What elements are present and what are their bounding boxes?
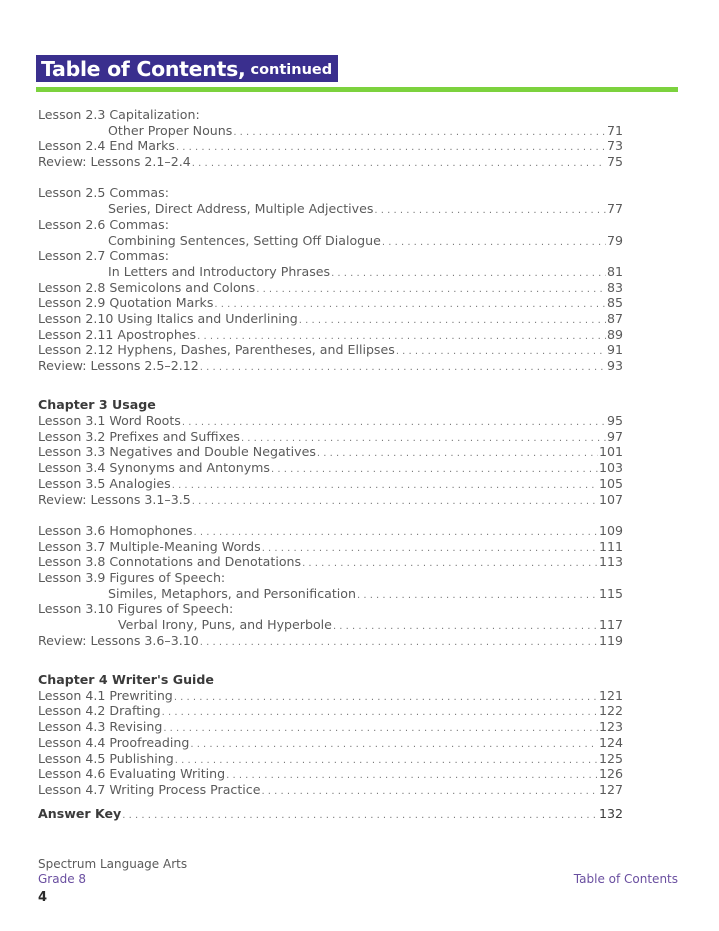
toc-entry[interactable] (38, 413, 623, 429)
toc-entry[interactable] (38, 735, 623, 751)
toc-entry-label: Lesson 2.10 Using Italics and Underlining (38, 310, 298, 326)
toc-entry[interactable] (38, 295, 623, 311)
leader-dots (233, 125, 606, 141)
spacer (38, 374, 623, 390)
toc-entry-label: Similes, Metaphors, and Personification (108, 585, 356, 601)
leader-dots (396, 344, 606, 360)
leader-dots (299, 313, 606, 329)
toc-entry-label: Lesson 4.7 Writing Process Practice (38, 781, 261, 797)
toc-entry-label: Review: Lessons 3.1–3.5 (38, 491, 191, 507)
leader-dots (226, 768, 598, 784)
toc-page-number: 93 (606, 358, 623, 373)
toc-entry-label: Lesson 3.4 Synonyms and Antonyms (38, 460, 270, 476)
toc-heading-row (38, 217, 623, 233)
spacer (38, 170, 623, 186)
leader-dots (176, 140, 606, 156)
chapter-title: Chapter 4 Writer's Guide (38, 672, 214, 688)
leader-dots (331, 266, 606, 282)
toc-entry-label: Lesson 3.8 Connotations and Denotations (38, 554, 302, 570)
toc-entry-label: Lesson 4.3 Revising (38, 719, 163, 735)
chapter-heading (38, 397, 623, 413)
toc-page-number: 75 (606, 154, 623, 170)
toc-page-number: 111 (598, 538, 623, 554)
toc-page-number: 103 (598, 460, 623, 476)
green-divider (36, 87, 678, 92)
toc-entry[interactable] (38, 154, 623, 170)
toc-entry[interactable] (38, 460, 623, 476)
leader-dots (200, 635, 598, 651)
toc-page-number: 119 (598, 632, 623, 648)
toc-page-number: 123 (598, 719, 623, 735)
toc-entry-label: Lesson 2.12 Hyphens, Dashes, Parentheses, and Ellipses (38, 342, 395, 358)
toc-entry-label: Lesson 2.8 Semicolons and Colons (38, 279, 256, 295)
toc-entry-label: Other Proper Nouns (108, 122, 233, 138)
toc-entry[interactable] (38, 476, 623, 492)
toc-entry[interactable] (38, 358, 623, 374)
toc-entry[interactable] (38, 123, 623, 139)
toc-entry[interactable] (38, 311, 623, 327)
toc-entry[interactable] (38, 782, 623, 798)
toc-page-number: 95 (606, 413, 623, 429)
toc-entry-label: Lesson 2.7 Commas: (38, 248, 169, 264)
toc-entry-label: Lesson 3.2 Prefixes and Suffixes (38, 428, 240, 444)
toc-page-number: 101 (598, 444, 623, 460)
series-title: Spectrum Language Arts (38, 857, 188, 871)
toc-heading-row (38, 570, 623, 586)
toc-entry-label: Lesson 2.11 Apostrophes (38, 326, 197, 342)
leader-dots (261, 784, 598, 800)
leader-dots (192, 156, 606, 172)
toc-page-number: 113 (598, 554, 623, 570)
toc-page-number: 97 (606, 428, 623, 444)
toc-entry-label: Lesson 2.6 Commas: (38, 216, 169, 232)
title-text: Table of Contents, (41, 57, 246, 81)
spacer (38, 664, 623, 672)
toc-entry-label: Lesson 4.1 Prewriting (38, 687, 173, 703)
leader-dots (262, 541, 598, 557)
toc-page-number: 132 (598, 805, 623, 821)
leader-dots (182, 415, 606, 431)
toc-entry[interactable] (38, 633, 623, 649)
toc-entry-label: Lesson 4.4 Proofreading (38, 734, 190, 750)
toc-entry-label: Lesson 4.2 Drafting (38, 703, 161, 719)
toc-page-number: 79 (606, 232, 623, 248)
toc-entry-label: Combining Sentences, Setting Off Dialogue (108, 232, 381, 248)
toc-page-number: 105 (598, 475, 623, 491)
toc-entry-label: Lesson 2.3 Capitalization: (38, 107, 200, 122)
leader-dots (357, 588, 598, 604)
spacer (38, 507, 623, 523)
footer-book-info (38, 857, 187, 905)
toc-page-number: 87 (606, 310, 623, 326)
toc-entry[interactable] (38, 429, 623, 445)
toc-entry-label: Lesson 3.1 Word Roots (38, 413, 181, 429)
page-number: 4 (38, 890, 48, 905)
toc-heading-row (38, 248, 623, 264)
toc-entry-label: Review: Lessons 2.5–2.12 (38, 358, 199, 373)
toc-page-number: 89 (606, 326, 623, 342)
toc-entry[interactable] (38, 492, 623, 508)
toc-page-number: 125 (598, 750, 623, 766)
leader-dots (162, 705, 598, 721)
toc-page-number: 109 (598, 522, 623, 538)
toc-page-number: 85 (606, 295, 623, 311)
toc-page-number: 115 (598, 585, 623, 601)
toc-page-number: 122 (598, 703, 623, 719)
leader-dots (382, 235, 606, 251)
toc-page-number: 127 (598, 781, 623, 797)
toc-entry[interactable] (38, 327, 623, 343)
toc-entry[interactable] (38, 342, 623, 358)
leader-dots (192, 494, 598, 510)
page-title (36, 55, 338, 82)
toc-entry[interactable] (38, 233, 623, 249)
leader-dots (200, 360, 606, 376)
toc-entry-label: Verbal Irony, Puns, and Hyperbole (118, 617, 332, 632)
spacer (38, 389, 623, 397)
leader-dots (271, 462, 598, 478)
toc-page-number: 73 (606, 138, 623, 154)
toc-entry[interactable] (38, 751, 623, 767)
toc-heading-row (38, 107, 623, 123)
toc-entry-label: Lesson 2.9 Quotation Marks (38, 295, 214, 311)
toc-page-number: 124 (598, 734, 623, 750)
toc-entry[interactable] (38, 688, 623, 704)
toc-entry-label: Series, Direct Address, Multiple Adjectives (108, 201, 374, 217)
toc-page-number: 81 (606, 263, 623, 279)
leader-dots (163, 721, 598, 737)
toc-entry-label: Lesson 2.5 Commas: (38, 185, 169, 201)
toc-heading-row (38, 185, 623, 201)
leader-dots (122, 808, 598, 824)
toc-page-number: 107 (598, 491, 623, 507)
toc-entry-label: In Letters and Introductory Phrases (108, 263, 331, 279)
toc-entry[interactable] (38, 523, 623, 539)
title-subtitle: continued (250, 62, 333, 78)
toc-page-number: 117 (598, 617, 623, 632)
toc-entry-label: Review: Lessons 2.1–2.4 (38, 154, 191, 170)
grade-label: Grade 8 (38, 872, 87, 886)
toc-entry-label: Lesson 4.5 Publishing (38, 750, 174, 766)
toc-entry[interactable] (38, 586, 623, 602)
toc-entry[interactable] (38, 201, 623, 217)
toc-entry[interactable] (38, 280, 623, 296)
toc-entry[interactable] (38, 719, 623, 735)
toc-entry-answer-key[interactable] (38, 806, 623, 822)
leader-dots (175, 753, 598, 769)
toc-page-number: 126 (598, 766, 623, 782)
toc-entry[interactable] (38, 703, 623, 719)
toc-entry[interactable] (38, 539, 623, 555)
leader-dots (190, 737, 598, 753)
leader-dots (256, 282, 606, 298)
toc-entry-label: Lesson 3.5 Analogies (38, 475, 171, 491)
toc-page-number: 83 (606, 279, 623, 295)
toc-entry[interactable] (38, 766, 623, 782)
leader-dots (317, 446, 598, 462)
table-of-contents (38, 107, 623, 821)
toc-entry-label: Lesson 3.7 Multiple-Meaning Words (38, 538, 261, 554)
toc-entry-label: Lesson 4.6 Evaluating Writing (38, 766, 226, 782)
toc-page-number: 71 (606, 122, 623, 138)
toc-entry-label: Lesson 3.6 Homophones (38, 522, 193, 538)
leader-dots (174, 690, 598, 706)
leader-dots (172, 478, 598, 494)
toc-page-number: 121 (598, 687, 623, 703)
toc-entry-label: Lesson 2.4 End Marks (38, 138, 175, 154)
toc-entry[interactable] (38, 554, 623, 570)
toc-entry[interactable] (38, 617, 623, 633)
footer-section-name: Table of Contents (573, 872, 678, 886)
leader-dots (374, 203, 606, 219)
spacer (38, 648, 623, 664)
chapter-title: Chapter 3 Usage (38, 397, 156, 413)
toc-heading-row (38, 601, 623, 617)
leader-dots (302, 556, 598, 572)
toc-page-number: 77 (606, 201, 623, 217)
toc-entry-label: Review: Lessons 3.6–3.10 (38, 632, 199, 648)
toc-entry-label: Lesson 3.9 Figures of Speech: (38, 569, 226, 585)
chapter-heading (38, 672, 623, 688)
toc-entry[interactable] (38, 264, 623, 280)
toc-page-number: 91 (606, 342, 623, 358)
toc-entry-label: Lesson 3.3 Negatives and Double Negatives (38, 444, 316, 460)
answer-key-label: Answer Key (38, 805, 122, 821)
toc-entry[interactable] (38, 138, 623, 154)
toc-entry-label: Lesson 3.10 Figures of Speech: (38, 601, 234, 617)
toc-entry[interactable] (38, 444, 623, 460)
leader-dots (333, 619, 598, 635)
